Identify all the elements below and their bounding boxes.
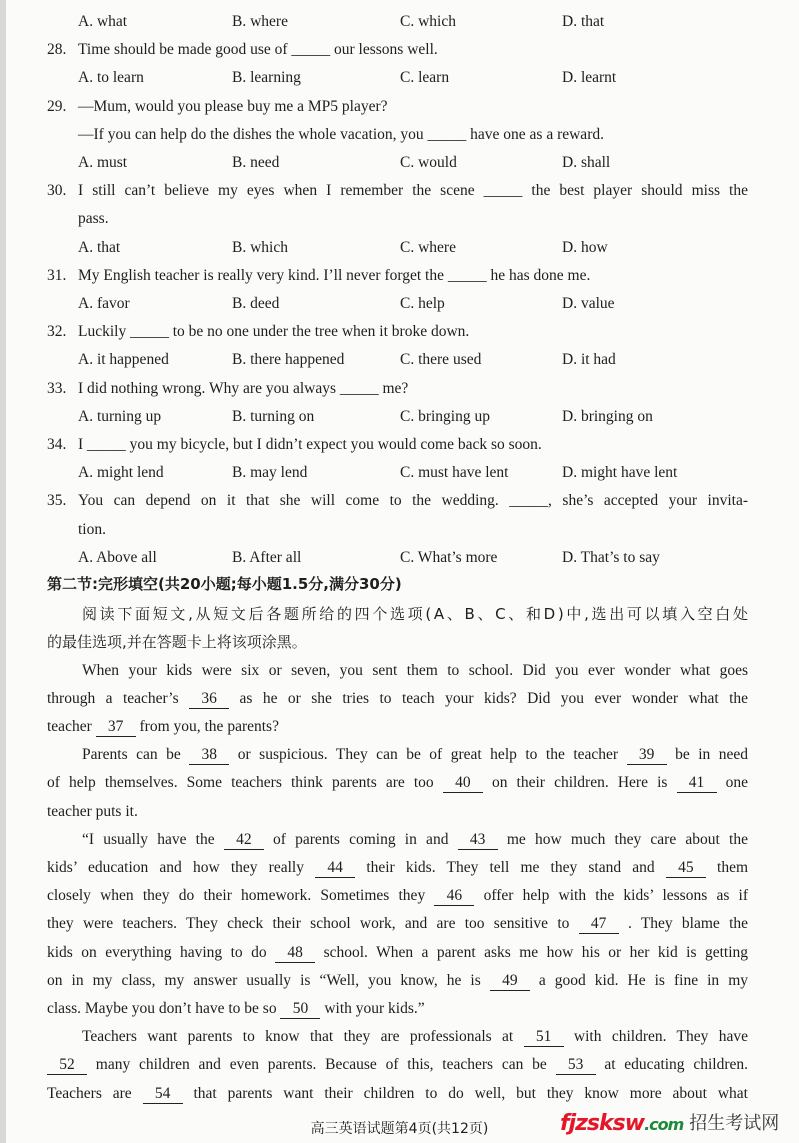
option-c: C. help bbox=[400, 295, 445, 312]
option-c: C. there used bbox=[400, 351, 482, 369]
passage-line bbox=[82, 1026, 748, 1048]
blank-52[interactable]: 52 bbox=[47, 1056, 87, 1075]
passage-line bbox=[47, 688, 748, 710]
passage-line bbox=[47, 1054, 748, 1076]
passage-text: through a teacher’s bbox=[47, 689, 179, 707]
section-instructions: 的最佳选项,并在答题卡上将该项涂黑。 bbox=[47, 633, 307, 652]
blank-43[interactable]: 43 bbox=[458, 831, 498, 850]
option-b: B. may lend bbox=[232, 464, 308, 482]
passage-text: or suspicious. They can be of great help to the teacher bbox=[237, 746, 619, 764]
blank-40[interactable]: 40 bbox=[443, 774, 483, 793]
passage-text: at educating children. bbox=[604, 1056, 748, 1074]
option-a: A. turning up bbox=[78, 407, 162, 425]
passage-line bbox=[47, 716, 279, 738]
watermark-name: 招生考试网 bbox=[689, 1113, 780, 1134]
passage-text: “I usually have the bbox=[82, 830, 215, 848]
section-instructions: 阅读下面短文,从短文后各题所给的四个选项(A、B、C、和D)中,选出可以填入空白处 bbox=[82, 605, 751, 624]
passage-line bbox=[47, 1083, 748, 1105]
blank-45[interactable]: 45 bbox=[666, 859, 706, 878]
option-c: C. bringing up bbox=[400, 407, 490, 425]
passage-text: offer help with the kids’ lessons as if bbox=[483, 887, 749, 905]
passage-line bbox=[47, 942, 748, 964]
passage-text: class. Maybe you don’t have to be so bbox=[47, 1000, 277, 1017]
passage-text: them bbox=[717, 859, 749, 876]
passage-text: Parents can be bbox=[82, 746, 181, 764]
passage-text: with your kids.” bbox=[324, 1000, 425, 1017]
option-d: D. That’s to say bbox=[562, 548, 660, 566]
passage-text: that parents want their children to do well, but they know more about what bbox=[193, 1084, 748, 1102]
passage-text: they were teachers. They check their school work, and are too sensitive to bbox=[47, 915, 570, 933]
passage-text: a good kid. He is fine in my bbox=[538, 971, 749, 989]
question-stem: pass. bbox=[78, 210, 109, 228]
blank-54[interactable]: 54 bbox=[143, 1085, 183, 1104]
blank-41[interactable]: 41 bbox=[677, 774, 717, 793]
option-d: D. bringing on bbox=[562, 407, 653, 425]
blank-49[interactable]: 49 bbox=[490, 972, 530, 991]
blank-50[interactable]: 50 bbox=[280, 1000, 320, 1019]
passage-text: of parents coming in and bbox=[273, 830, 449, 848]
question-number: 30. bbox=[47, 182, 67, 200]
question-number: 28. bbox=[47, 41, 67, 59]
question-stem: You can depend on it that she will come to the wedding. _____, she’s accepted your invita- bbox=[78, 492, 748, 510]
passage-text: as he or she tries to teach your kids? Did you ever wonder what the bbox=[239, 689, 749, 707]
blank-46[interactable]: 46 bbox=[434, 887, 474, 906]
passage-text: closely when they do their homework. Sometimes they bbox=[47, 887, 426, 905]
passage-line bbox=[47, 885, 748, 907]
section-title: 第二节:完形填空(共20小题;每小题1.5分,满分30分) bbox=[47, 575, 402, 593]
question-stem: Time should be made good use of _____ our lessons well. bbox=[78, 41, 438, 59]
question-stem: I still can’t believe my eyes when I remember the scene _____ the best player should miss the bbox=[78, 182, 748, 200]
option-b: B. where bbox=[232, 13, 288, 30]
blank-38[interactable]: 38 bbox=[189, 746, 229, 765]
option-a: A. that bbox=[78, 238, 121, 256]
question-number: 33. bbox=[47, 379, 67, 397]
passage-line bbox=[47, 857, 748, 879]
option-c: C. learn bbox=[400, 69, 450, 87]
blank-44[interactable]: 44 bbox=[315, 859, 355, 878]
passage-line bbox=[82, 829, 748, 851]
question-number: 35. bbox=[47, 492, 67, 510]
passage-text: me how much they care about the bbox=[506, 830, 748, 848]
option-b: B. deed bbox=[232, 295, 280, 312]
passage-text: one bbox=[725, 774, 749, 792]
passage-text: their kids. They tell me they stand and bbox=[366, 859, 655, 876]
passage-text: be in need bbox=[675, 746, 749, 764]
option-d: D. might have lent bbox=[562, 464, 678, 482]
blank-37[interactable]: 37 bbox=[96, 718, 136, 737]
question-stem: I did nothing wrong. Why are you always _____ me? bbox=[78, 379, 409, 397]
passage-line bbox=[47, 801, 138, 823]
passage-line bbox=[82, 744, 748, 766]
option-a: A. might lend bbox=[78, 464, 164, 482]
option-b: B. turning on bbox=[232, 407, 315, 425]
passage-line bbox=[82, 660, 748, 682]
option-c: C. which bbox=[400, 13, 456, 30]
blank-47[interactable]: 47 bbox=[579, 915, 619, 934]
scan-edge bbox=[0, 0, 6, 1143]
option-b: B. which bbox=[232, 238, 288, 256]
page-footer: 高三英语试题第4页(共12页) bbox=[310, 1121, 489, 1137]
question-stem: Luckily _____ to be no one under the tree when it broke down. bbox=[78, 323, 470, 341]
question-stem: —If you can help do the dishes the whole vacation, you _____ have one as a reward. bbox=[78, 125, 604, 143]
passage-line bbox=[47, 970, 748, 992]
passage-text: teacher bbox=[47, 718, 92, 735]
passage-text: Teachers are bbox=[47, 1084, 132, 1102]
option-a: A. must bbox=[78, 154, 128, 171]
passage-text: with children. They have bbox=[573, 1028, 749, 1046]
question-stem: —Mum, would you please buy me a MP5 player? bbox=[78, 97, 388, 115]
passage-text: . They blame the bbox=[627, 915, 749, 933]
option-d: D. that bbox=[562, 13, 605, 30]
question-stem: I _____ you my bicycle, but I didn’t expect you would come back so soon. bbox=[78, 436, 542, 453]
option-c: C. must have lent bbox=[400, 464, 509, 482]
blank-36[interactable]: 36 bbox=[189, 690, 229, 709]
option-d: D. learnt bbox=[562, 69, 617, 87]
option-b: B. After all bbox=[232, 548, 302, 566]
option-a: A. Above all bbox=[78, 548, 157, 566]
option-c: C. would bbox=[400, 154, 457, 171]
passage-text: When your kids were six or seven, you sent them to school. Did you ever wonder what goes bbox=[82, 661, 748, 679]
passage-text: kids on everything having to do bbox=[47, 943, 267, 961]
passage-text: many children and even parents. Because of this, teachers can be bbox=[95, 1056, 547, 1074]
option-d: D. shall bbox=[562, 154, 611, 171]
question-number: 29. bbox=[47, 97, 67, 115]
blank-51[interactable]: 51 bbox=[524, 1028, 564, 1047]
option-b: B. learning bbox=[232, 69, 301, 87]
passage-text: school. When a parent asks me how his or her kid is getting bbox=[323, 943, 749, 961]
option-a: A. to learn bbox=[78, 69, 144, 87]
passage-line bbox=[47, 772, 748, 794]
question-number: 32. bbox=[47, 323, 67, 341]
question-number: 34. bbox=[47, 436, 67, 453]
passage-line bbox=[47, 913, 748, 935]
option-b: B. need bbox=[232, 154, 280, 171]
option-a: A. favor bbox=[78, 295, 130, 312]
question-stem: tion. bbox=[78, 520, 106, 538]
blank-53[interactable]: 53 bbox=[556, 1056, 596, 1075]
blank-39[interactable]: 39 bbox=[627, 746, 667, 765]
option-d: D. it had bbox=[562, 351, 616, 369]
passage-text: from you, the parents? bbox=[139, 718, 279, 735]
option-b: B. there happened bbox=[232, 351, 345, 369]
question-number: 31. bbox=[47, 266, 67, 284]
passage-text: teacher puts it. bbox=[47, 802, 138, 820]
passage-text: on in my class, my answer usually is “Well, you know, he is bbox=[47, 971, 481, 989]
blank-48[interactable]: 48 bbox=[275, 944, 315, 963]
option-c: C. What’s more bbox=[400, 548, 498, 566]
option-a: A. what bbox=[78, 13, 128, 30]
passage-text: kids’ education and how they really bbox=[47, 859, 304, 876]
option-d: D. how bbox=[562, 238, 608, 256]
watermark-logo bbox=[560, 1110, 779, 1138]
blank-42[interactable]: 42 bbox=[224, 831, 264, 850]
question-stem: My English teacher is really very kind. I’ll never forget the _____ he has done me. bbox=[78, 266, 591, 284]
option-a: A. it happened bbox=[78, 351, 169, 369]
passage-text: Teachers want parents to know that they are professionals at bbox=[82, 1028, 514, 1046]
watermark-site: fjzsksw.com bbox=[560, 1110, 684, 1136]
option-c: C. where bbox=[400, 238, 456, 256]
passage-text: on their children. Here is bbox=[491, 774, 668, 792]
passage-text: of help themselves. Some teachers think parents are too bbox=[47, 774, 434, 792]
passage-line bbox=[47, 998, 425, 1020]
option-d: D. value bbox=[562, 295, 615, 312]
